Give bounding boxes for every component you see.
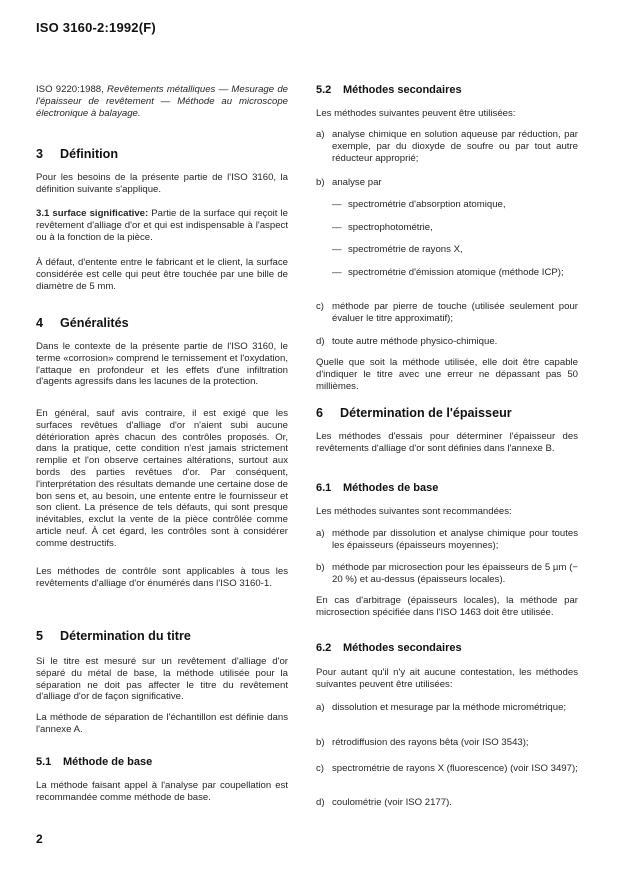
definition-3-1: 3.1 surface significative: Partie de la surface qui reçoit le revêtement d'alliage d'or et qui est indispensable à l'aspect ou à la fonction de la pièce. bbox=[36, 208, 288, 243]
section-6-1-paragraph-2: En cas d'arbitrage (épaisseurs locales), la méthode par microsection spécifiée dans l'ISO 1463 doit être utilisée. bbox=[316, 595, 578, 618]
list-item: a) dissolution et mesurage par la méthode micrométrique; bbox=[316, 702, 567, 713]
section-4-paragraph-1: Dans le contexte de la présente partie de l'ISO 3160, le terme «corrosion» comprend le ternissement et l'oxydation, l'attaque en profondeur et les effets d'une infiltration d'agents agressifs dans les lacunes de la protection. bbox=[36, 341, 288, 388]
section-4-paragraph-2: En général, sauf avis contraire, il est exigé que les surfaces revêtues d'alliage d'or n'aient subi aucune détérioration après chacun des contrôles proposés. Or, dans la pratique, cette condition n'est jamais strictement remplie et l'on observe certaines altérations, surtout aux bords des parties revêtues d'or. Par conséquent, l'interprétation des résultats demande une certaine dose de bon sens et, au besoin, une entente entre le fournisseur et son client. La présence de tels défauts, qui sont presque inévitables, exclut la vente de la pièce contrôlée comme article neuf. À cet égard, les contrôles sont à considérer comme destructifs. bbox=[36, 408, 288, 549]
section-4-heading: 4 Généralités bbox=[36, 316, 129, 330]
list-item: — spectrométrie de rayons X, bbox=[332, 244, 463, 255]
section-5-heading: 5 Détermination du titre bbox=[36, 629, 191, 643]
page-number: 2 bbox=[36, 832, 43, 846]
reference-iso9220: ISO 9220:1988, Revêtements métalliques — Mesurage de l'épaisseur de revêtement — Méthode au microscope électronique à balayage. bbox=[36, 84, 289, 119]
section-5-paragraph-1: Si le titre est mesuré sur un revêtement d'alliage d'or séparé du métal de base, la méthode utilisée pour la séparation ne doit pas affecter le titre du revêtement d'alliage d'or de façon significative. bbox=[36, 656, 288, 703]
list-item: — spectrophotométrie, bbox=[332, 222, 433, 233]
section-3-paragraph-2: À défaut, d'entente entre le fabricant et le client, la surface considérée est celle qui peut être touchée par une bille de diamètre de 5 mm. bbox=[36, 257, 288, 292]
section-3-heading: 3 Définition bbox=[36, 147, 119, 161]
list-item: c) spectrométrie de rayons X (fluorescence) (voir ISO 3497); bbox=[316, 763, 578, 774]
list-item: — spectrométrie d'absorption atomique, bbox=[332, 199, 506, 210]
section-5-2-heading: 5.2 Méthodes secondaires bbox=[316, 84, 462, 96]
list-item: a) analyse chimique en solution aqueuse par réduction, par exemple, par du dioxyde de soufre ou par tout autre réducteur approprié; bbox=[316, 129, 578, 164]
list-item: a) méthode par dissolution et analyse chimique pour toutes les épaisseurs (épaisseurs moyennes); bbox=[316, 528, 578, 551]
section-5-2-intro: Les méthodes suivantes peuvent être utilisées: bbox=[316, 108, 516, 119]
list-item: d) toute autre méthode physico-chimique. bbox=[316, 336, 498, 347]
section-6-2-heading: 6.2 Méthodes secondaires bbox=[316, 642, 462, 654]
list-item: b) analyse par bbox=[316, 177, 382, 188]
section-5-paragraph-2: La méthode de séparation de l'échantillon est définie dans l'annexe A. bbox=[36, 712, 288, 735]
section-6-heading: 6 Détermination de l'épaisseur bbox=[316, 406, 512, 420]
list-item: — spectrométrie d'émission atomique (méthode ICP); bbox=[332, 267, 564, 278]
section-6-2-intro: Pour autant qu'il n'y ait aucune contestation, les méthodes suivantes peuvent être utilisées: bbox=[316, 667, 578, 690]
list-item: c) méthode par pierre de touche (utilisée seulement pour évaluer le titre approximatif); bbox=[316, 301, 578, 324]
section-6-1-intro: Les méthodes suivantes sont recommandées: bbox=[316, 506, 512, 517]
section-6-paragraph: Les méthodes d'essais pour déterminer l'épaisseur des revêtements d'alliage d'or sont définies dans l'annexe B. bbox=[316, 431, 578, 454]
section-5-1-heading: 5.1 Méthode de base bbox=[36, 756, 153, 768]
list-item: b) rétrodiffusion des rayons bêta (voir ISO 3543); bbox=[316, 737, 529, 748]
section-5-2-outro: Quelle que soit la méthode utilisée, elle doit être capable d'indiquer le titre avec une erreur ne dépassant pas 50 millièmes. bbox=[316, 357, 578, 392]
list-item: d) coulométrie (voir ISO 2177). bbox=[316, 797, 452, 808]
section-6-1-heading: 6.1 Méthodes de base bbox=[316, 482, 439, 494]
section-5-1-paragraph: La méthode faisant appel à l'analyse par coupellation est recommandée comme méthode de base. bbox=[36, 780, 288, 803]
list-item: b) méthode par microsection pour les épaisseurs de 5 µm (− 20 %) et au-dessus (épaisseurs locales). bbox=[316, 562, 578, 585]
section-4-paragraph-3: Les méthodes de contrôle sont applicables à tous les revêtements d'alliage d'or énumérés dans l'ISO 3160-1. bbox=[36, 566, 288, 589]
document-header: ISO 3160-2:1992(F) bbox=[36, 20, 156, 35]
section-3-paragraph-1: Pour les besoins de la présente partie de l'ISO 3160, la définition suivante s'applique. bbox=[36, 172, 288, 195]
